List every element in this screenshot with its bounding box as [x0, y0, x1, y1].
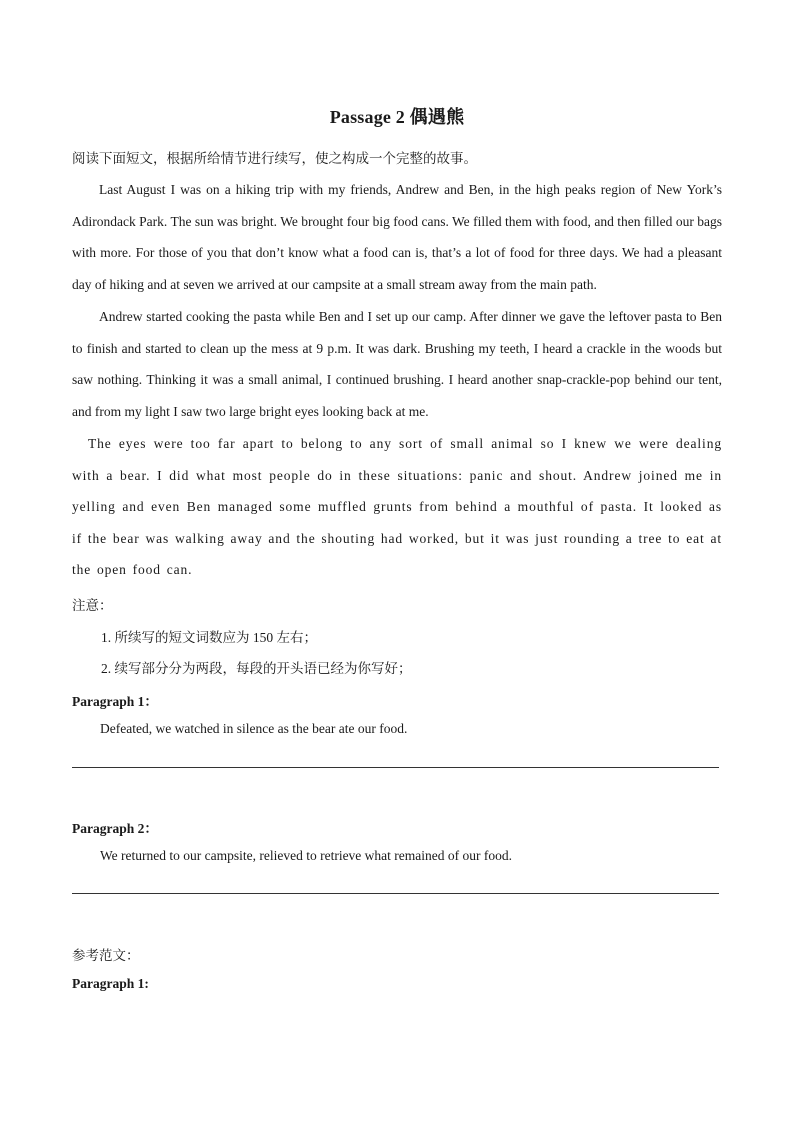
note-item-2: 2. 续写部分分为两段，每段的开头语已经为你写好； — [101, 661, 412, 676]
writing-line-2 — [72, 893, 719, 894]
passage-paragraph-1: Last August I was on a hiking trip with my friends, Andrew and Ben, in the high peaks region of New York’s Adirondack Park. The sun was bright. We brought four big food cans. We filled them with food, and then filled our bags with more. For those of you that don’t know what a food can is, that’s a lot of food for three days. We had a pleasant day of hiking and at seven we arrived at our campsite at a small stream away from the main path. — [72, 182, 722, 292]
notes-label: 注意： — [72, 598, 113, 613]
paragraph-2-starter: We returned to our campsite, relieved to retrieve what remained of our food. — [100, 848, 513, 863]
reference-label: 参考范文： — [72, 948, 140, 963]
passage-paragraph-2: Andrew started cooking the pasta while Ben and I set up our camp. After dinner we gave the leftover pasta to Ben to finish and started to clean up the mess at 9 p.m. It was dark. Brushing my teeth, I heard a crackle in the woods but saw nothing. Thinking it was a small animal, I continued brushing. I heard another snap-crackle-pop behind our tent, and from my light I saw two large bright eyes looking back at me. — [72, 309, 722, 419]
passage-paragraph-3: The eyes were too far apart to belong to any sort of small animal so I knew we were dealing with a bear. I did what most people do in these situations: panic and shout. Andrew joined me in yelling and even Ben managed some muffled grunts from behind a mouthful of pasta. It looked as if the bear was walking away and the shouting had worked, but it was just rounding a tree to eat at the open food can. — [72, 436, 722, 578]
paragraph-1-starter: Defeated, we watched in silence as the bear ate our food. — [100, 721, 408, 736]
instruction-text: 阅读下面短文，根据所给情节进行续写，使之构成一个完整的故事。 — [72, 151, 477, 166]
writing-line-1 — [72, 767, 719, 768]
paragraph-2-label: Paragraph 2： — [72, 821, 158, 836]
reference-paragraph-1-label: Paragraph 1: — [72, 976, 149, 991]
note-item-1: 1. 所续写的短文词数应为 150 左右； — [101, 630, 317, 645]
page-title: Passage 2 偶遇熊 — [329, 107, 465, 127]
paragraph-1-label: Paragraph 1： — [72, 694, 158, 709]
